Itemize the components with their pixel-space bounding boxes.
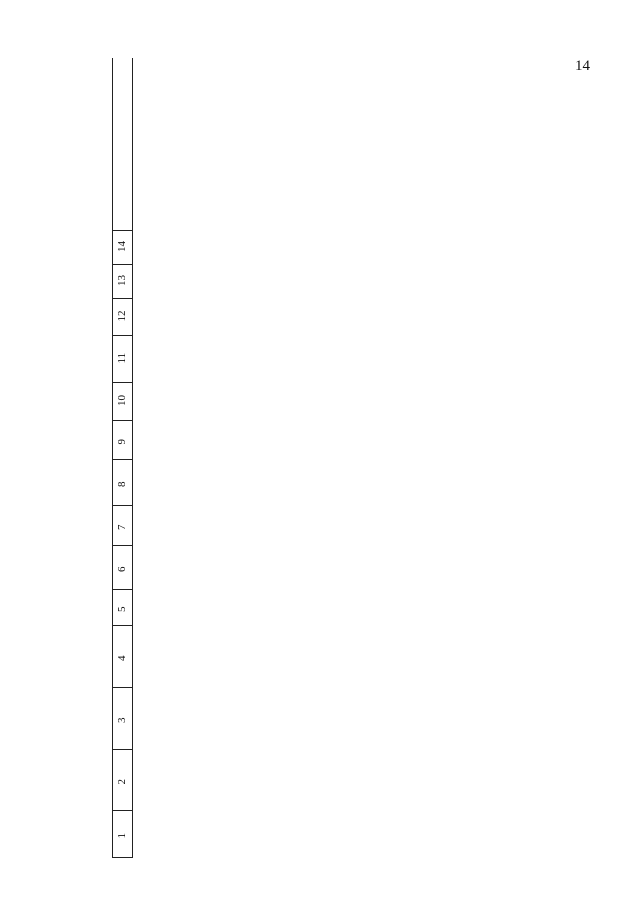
header-divider [113,264,132,265]
header-divider [113,382,132,383]
column-header-8: 8 [116,481,128,487]
column-header-13: 13 [116,275,128,286]
column-header-10: 10 [116,395,128,406]
column-header-12: 12 [116,310,128,322]
column-header-5: 5 [116,606,128,612]
column-header-11: 11 [116,352,128,364]
header-divider [113,420,132,421]
header-divider [113,298,132,299]
rotated-table [112,58,632,858]
table-header [112,58,133,858]
header-divider [113,335,132,336]
header-divider [113,459,132,460]
header-divider [113,505,132,506]
column-header-7: 7 [116,524,128,530]
header-divider [113,857,132,858]
column-header-6: 6 [116,566,128,572]
column-header-3: 3 [116,717,128,723]
header-divider [113,687,132,688]
column-header-2: 2 [116,779,128,785]
column-header-1: 1 [116,833,128,839]
header-divider [113,625,132,626]
header-divider [113,810,132,811]
header-divider [113,749,132,750]
column-header-14: 14 [116,241,128,252]
column-header-9: 9 [116,439,128,445]
header-divider [113,589,132,590]
header-divider [113,545,132,546]
column-header-4: 4 [116,655,128,661]
header-divider [113,230,132,231]
page-number: 14 [575,58,590,74]
